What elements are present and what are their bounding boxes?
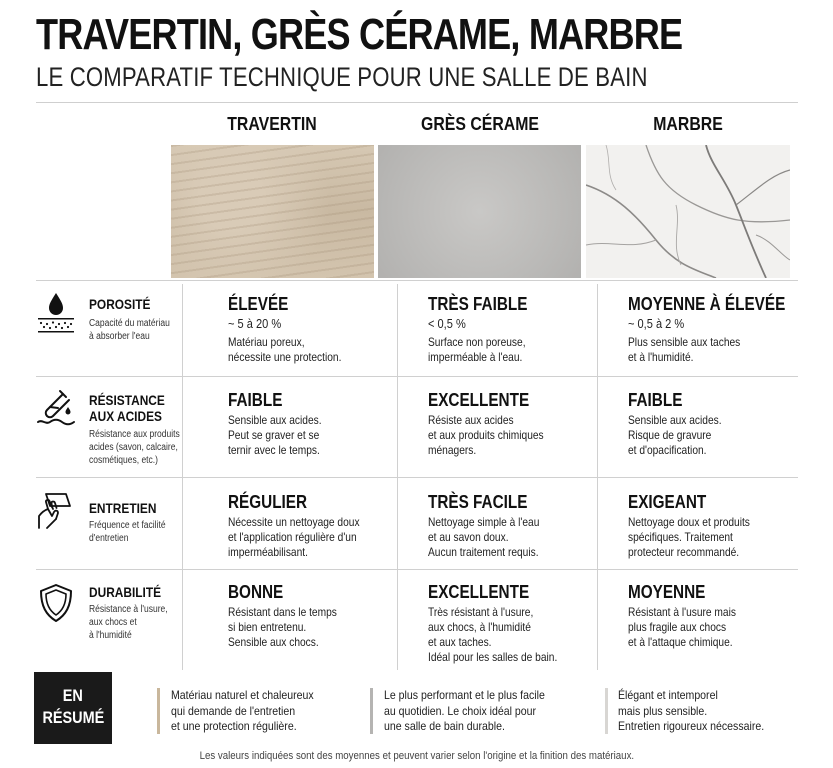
row-description-durabilite: Résistance à l'usure, aux chocs et à l'humidité xyxy=(89,604,168,641)
row-description-porosite: Capacité du matériau à absorber l'eau xyxy=(89,318,170,342)
row-label-durabilite: DURABILITÉ xyxy=(89,584,162,600)
cell-text: Plus sensible aux taches et à l'humidité. xyxy=(628,335,741,364)
cell-value: TRÈS FACILE xyxy=(428,492,528,512)
cell-acides-travertin xyxy=(228,390,448,458)
summary-accent-bar-travertin xyxy=(157,688,160,734)
test-tube-icon xyxy=(36,388,76,428)
cell-porosite-marbre xyxy=(628,294,833,365)
shield-icon xyxy=(36,582,76,622)
cell-acides-marbre xyxy=(628,390,833,458)
cleaning-hand-icon xyxy=(36,490,76,530)
cell-text: Nettoyage simple à l'eau et au savon doux. Aucun traitement requis. xyxy=(428,515,540,559)
cell-porosite-gres xyxy=(428,294,648,365)
footer-text: Les valeurs indiquées sont des moyennes et peuvent varier selon l'origine et la finition des matériaux. xyxy=(199,750,634,762)
travertin-swatch xyxy=(171,145,374,278)
summary-label-line1: EN xyxy=(62,686,84,705)
cell-range: < 0,5 % xyxy=(428,316,466,331)
row-description-acides: Résistance aux produits acides (savon, calcaire, cosmétiques, etc.) xyxy=(89,429,180,466)
row-divider xyxy=(36,569,798,570)
cell-value: TRÈS FAIBLE xyxy=(428,294,528,314)
cell-acides-gres xyxy=(428,390,648,458)
cell-entretien-marbre xyxy=(628,492,833,560)
cell-text: Résistant à l'usure mais plus fragile aux chocs et à l'attaque chimique. xyxy=(628,605,736,649)
gres-swatch xyxy=(378,145,581,278)
summary-text-travertin: Matériau naturel et chaleureux qui demande de l'entretien et une protection régulière. xyxy=(171,688,314,733)
cell-text: Résistant dans le temps si bien entretenu. Sensible aux chocs. xyxy=(228,605,337,649)
row-description-entretien: Fréquence et facilité d'entretien xyxy=(89,520,166,544)
cell-text: Sensible aux acides. Risque de gravure et d'opacification. xyxy=(628,413,722,457)
cell-value: EXCELLENTE xyxy=(428,390,530,410)
cell-value: MOYENNE xyxy=(628,582,706,602)
water-drop-icon xyxy=(36,291,76,331)
summary-accent-bar-gres xyxy=(370,688,373,734)
cell-durabilite-gres xyxy=(428,582,648,665)
column-header-travertin: TRAVERTIN xyxy=(227,114,317,134)
cell-range: ~ 0,5 à 2 % xyxy=(628,316,685,331)
cell-text: Nécessite un nettoyage doux et l'application régulière d'un imperméabilisant. xyxy=(228,515,360,559)
cell-entretien-travertin xyxy=(228,492,448,560)
cell-porosite-travertin xyxy=(228,294,448,365)
row-divider xyxy=(36,376,798,377)
cell-value: EXCELLENTE xyxy=(428,582,530,602)
cell-text: Très résistant à l'usure, aux chocs, à l'humidité et aux taches. Idéal pour les salles de bain. xyxy=(428,605,558,664)
row-label-entretien: ENTRETIEN xyxy=(89,500,157,516)
summary-label-line2: RÉSUMÉ xyxy=(42,708,104,727)
cell-text: Résiste aux acides et aux produits chimiques ménagers. xyxy=(428,413,544,457)
cell-value: BONNE xyxy=(228,582,284,602)
cell-text: Matériau poreux, nécessite une protection. xyxy=(228,335,342,364)
row-divider xyxy=(36,477,798,478)
marble-veins xyxy=(586,145,790,278)
cell-durabilite-travertin xyxy=(228,582,448,650)
cell-value: ÉLEVÉE xyxy=(228,294,289,314)
page-subtitle: LE COMPARATIF TECHNIQUE POUR UNE SALLE DE BAIN xyxy=(36,62,648,92)
cell-value: RÉGULIER xyxy=(228,492,308,512)
cell-value: FAIBLE xyxy=(628,390,683,410)
page-title: TRAVERTIN, GRÈS CÉRAME, MARBRE xyxy=(36,10,683,59)
summary-accent-bar-marbre xyxy=(605,688,608,734)
cell-range: ~ 5 à 20 % xyxy=(228,316,282,331)
cell-value: FAIBLE xyxy=(228,390,283,410)
column-header-gres: GRÈS CÉRAME xyxy=(421,114,539,134)
cell-text: Surface non poreuse, imperméable à l'eau. xyxy=(428,335,526,364)
cell-value: EXIGEANT xyxy=(628,492,707,512)
cell-text: Nettoyage doux et produits spécifiques. Traitement protecteur recommandé. xyxy=(628,515,750,559)
summary-text-marbre: Élégant et intemporel mais plus sensible. Entretien rigoureux nécessaire. xyxy=(618,688,765,733)
cell-text: Sensible aux acides. Peut se graver et se ternir avec le temps. xyxy=(228,413,322,457)
row-label-acides: RÉSISTANCE AUX ACIDES xyxy=(89,392,165,424)
summary-label-box xyxy=(34,672,112,744)
cell-value: MOYENNE À ÉLEVÉE xyxy=(628,294,786,314)
marbre-swatch xyxy=(586,145,790,278)
footer-note xyxy=(0,750,833,762)
header-divider xyxy=(36,102,798,103)
row-divider xyxy=(36,280,798,281)
cell-entretien-gres xyxy=(428,492,648,560)
summary-text-gres: Le plus performant et le plus facile au quotidien. Le choix idéal pour une salle de bain durable. xyxy=(384,688,545,733)
cell-durabilite-marbre xyxy=(628,582,833,650)
column-header-marbre: MARBRE xyxy=(653,114,723,134)
row-label-porosite: POROSITÉ xyxy=(89,296,151,312)
